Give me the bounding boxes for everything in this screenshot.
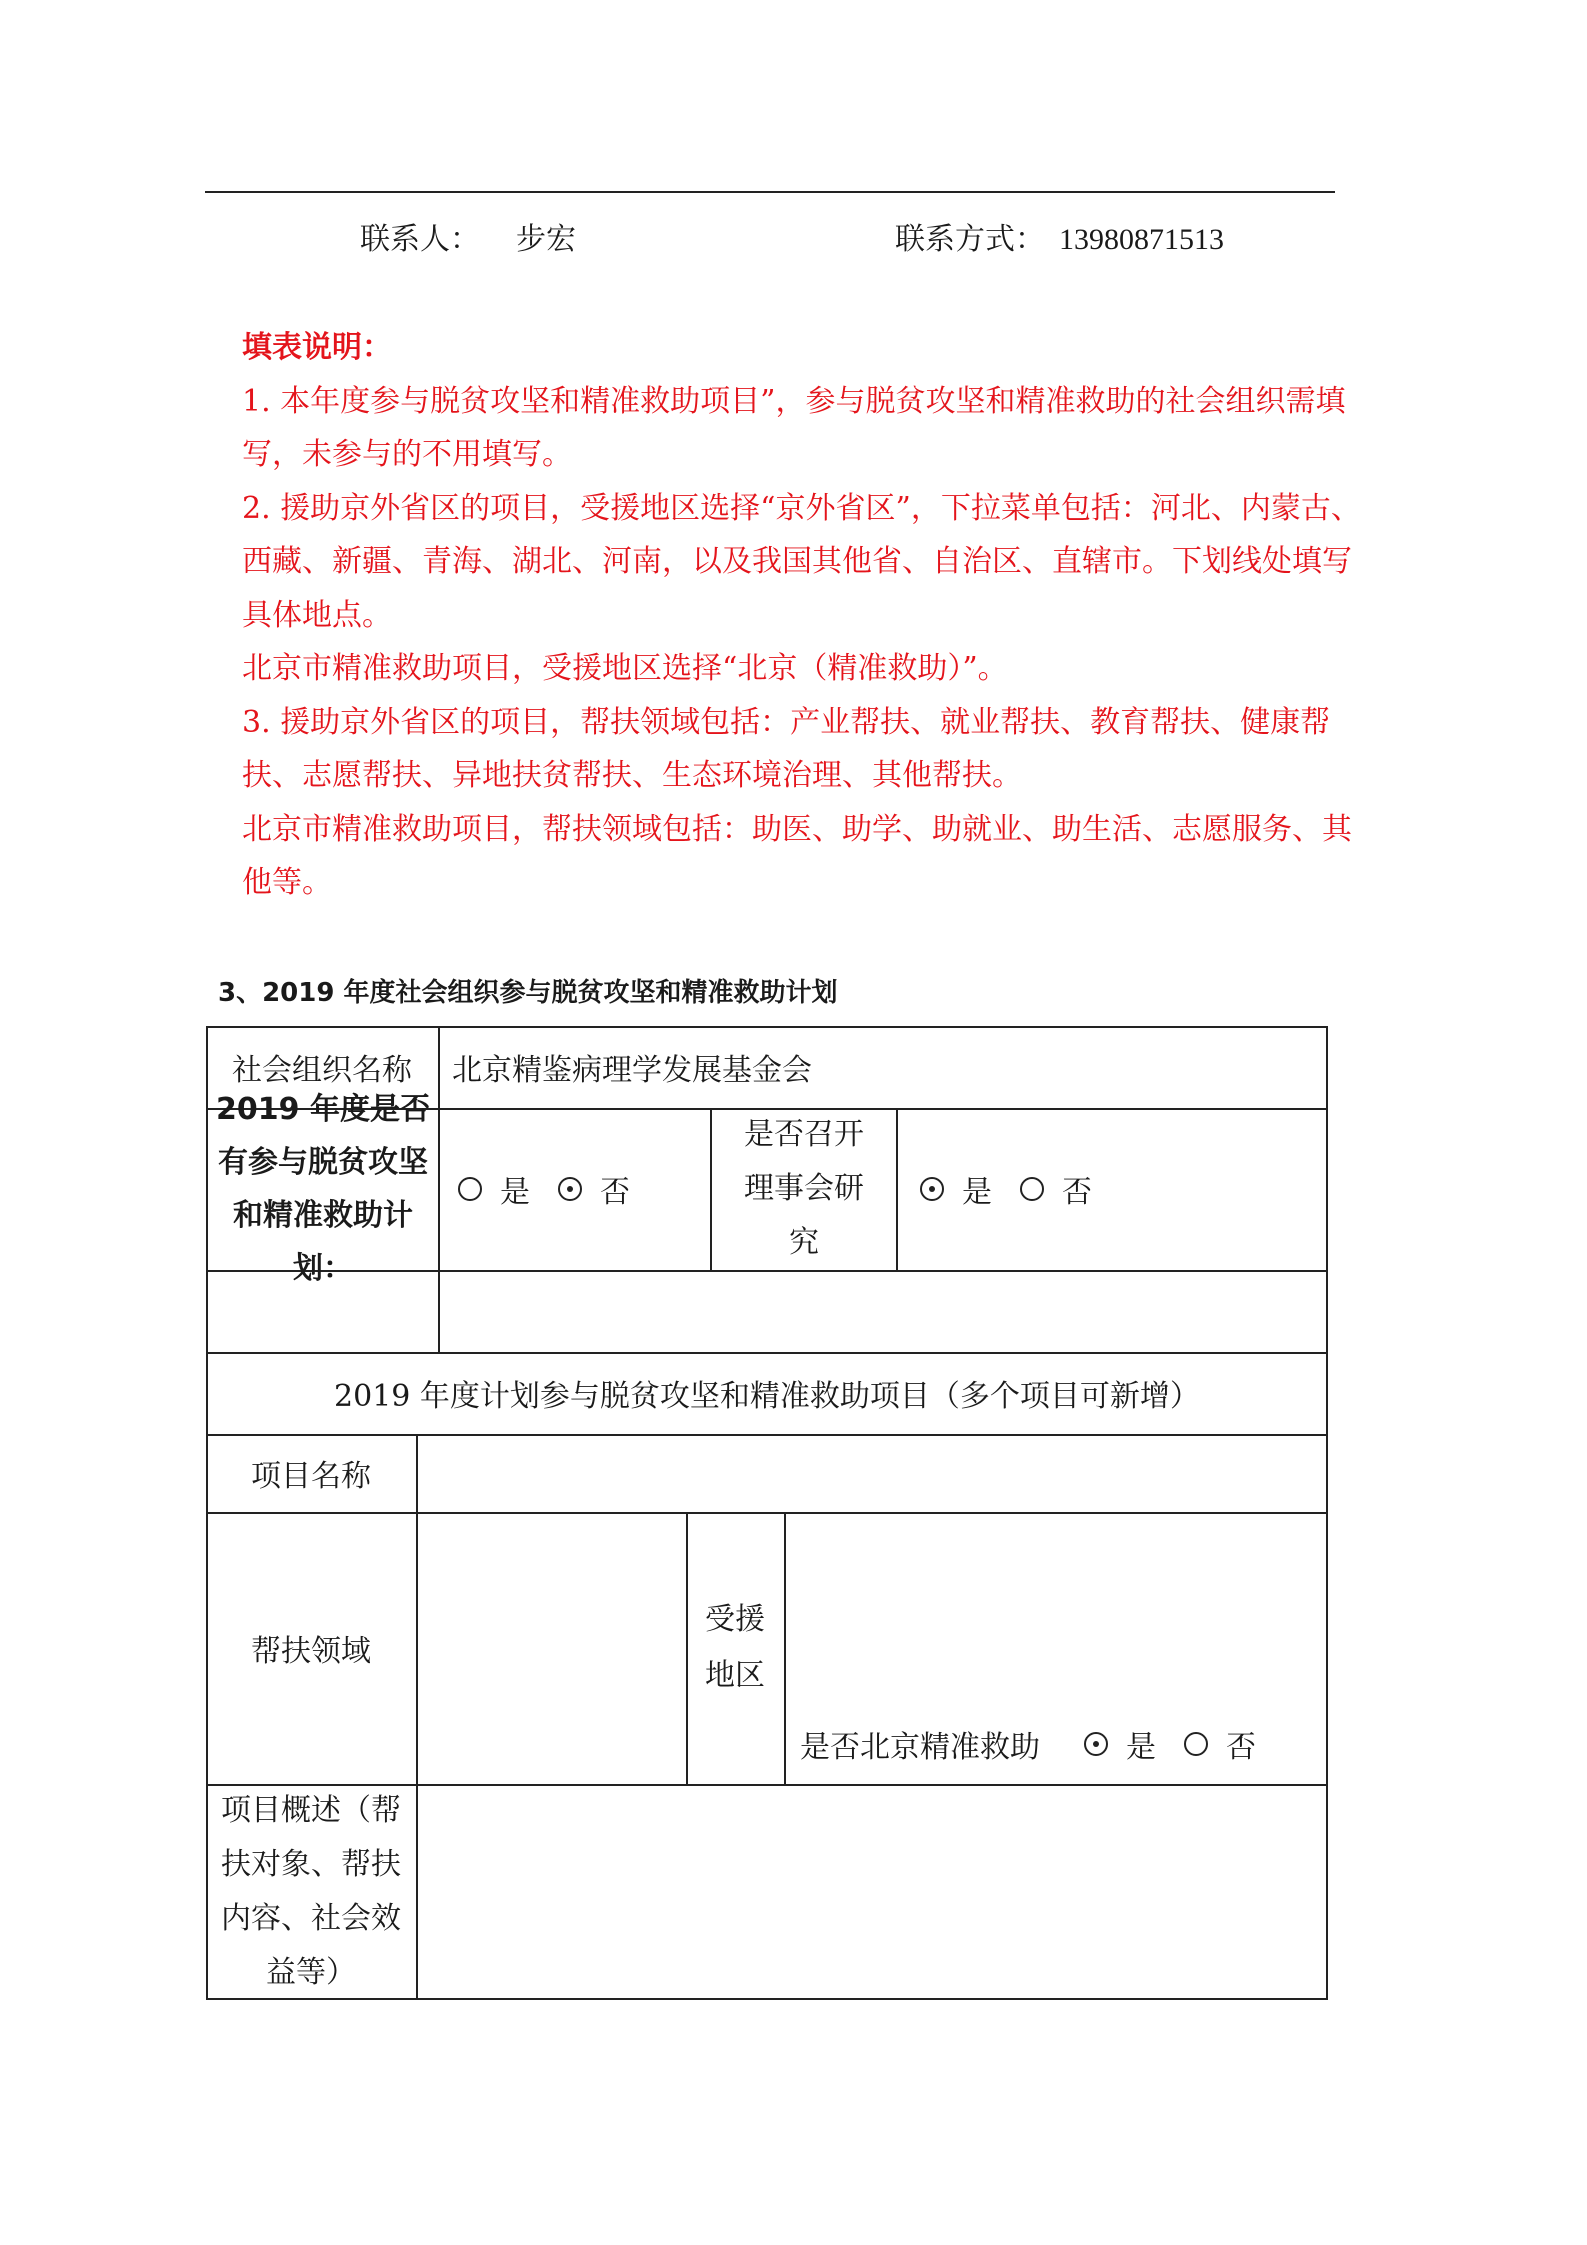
plan-form-table	[206, 1026, 1328, 2000]
column-divider	[896, 1108, 898, 1270]
radio-checked-icon[interactable]	[920, 1177, 944, 1201]
plan-radio-group	[458, 1108, 708, 1270]
column-divider	[686, 1512, 688, 1784]
aid-region-label: 受援地区	[705, 1602, 765, 1693]
beijing-option-yes[interactable]	[1084, 1722, 1156, 1766]
empty-label-cell	[206, 1270, 438, 1352]
council-question: 是否召开理事会研究	[744, 1117, 864, 1260]
plan-option-no-label: 否	[600, 1175, 630, 1210]
empty-value-cell[interactable]	[438, 1270, 1328, 1352]
instruction-line: 1. 本年度参与脱贫攻坚和精准救助项目”，参与脱贫攻坚和精准救助的社会组织需填写，未参与的不用填写。	[242, 383, 1346, 472]
header-rule	[205, 191, 1335, 193]
project-name-field[interactable]	[416, 1434, 1328, 1512]
plan-question: 2019 年度是否有参与脱贫攻坚和精准救助计划：	[216, 1092, 430, 1286]
contact-phone-label: 联系方式：	[895, 222, 1045, 257]
instruction-line: 3. 援助京外省区的项目，帮扶领域包括：产业帮扶、就业帮扶、教育帮扶、健康帮扶、志愿帮扶、异地扶贫帮扶、生态环境治理、其他帮扶。	[242, 704, 1331, 793]
radio-unchecked-icon[interactable]	[1184, 1732, 1208, 1756]
org-name-label: 社会组织名称	[232, 1053, 412, 1088]
contact-phone	[895, 214, 1224, 258]
help-area-label: 帮扶领域	[251, 1634, 371, 1669]
beijing-option-no[interactable]	[1184, 1722, 1256, 1766]
council-option-yes-label: 是	[962, 1175, 992, 1210]
beijing-question: 是否北京精准救助	[800, 1730, 1040, 1765]
instruction-line: 2. 援助京外省区的项目，受援地区选择“京外省区”，下拉菜单包括：河北、内蒙古、西藏、新疆、青海、湖北、河南，以及我国其他省、自治区、直辖市。下划线处填写具体地点。	[242, 490, 1361, 633]
projects-header: 2019 年度计划参与脱贫攻坚和精准救助项目（多个项目可新增）	[334, 1379, 1200, 1414]
fill-instructions	[242, 321, 1362, 910]
contact-phone-value: 13980871513	[1059, 223, 1224, 256]
contact-person	[360, 214, 576, 258]
section-title: 3、2019 年度社会组织参与脱贫攻坚和精准救助计划	[218, 978, 838, 1008]
instructions-heading: 填表说明：	[242, 330, 392, 365]
instruction-line: 北京市精准救助项目，帮扶领域包括：助医、助学、助就业、助生活、志愿服务、其他等。	[242, 811, 1352, 900]
council-option-no-label: 否	[1062, 1175, 1092, 1210]
radio-checked-icon[interactable]	[1084, 1732, 1108, 1756]
council-option-yes[interactable]	[920, 1167, 992, 1211]
contact-person-label: 联系人：	[360, 222, 480, 257]
plan-option-yes-label: 是	[500, 1175, 530, 1210]
contact-person-name: 步宏	[516, 222, 576, 257]
radio-checked-icon[interactable]	[558, 1177, 582, 1201]
plan-option-no[interactable]	[558, 1167, 630, 1211]
column-divider	[710, 1108, 712, 1270]
org-name-value[interactable]: 北京精鉴病理学发展基金会	[452, 1053, 812, 1088]
overview-label: 项目概述（帮扶对象、帮扶内容、社会效益等）	[221, 1793, 401, 1990]
beijing-option-yes-label: 是	[1126, 1730, 1156, 1765]
council-option-no[interactable]	[1020, 1167, 1092, 1211]
beijing-option-no-label: 否	[1226, 1730, 1256, 1765]
help-area-field[interactable]	[416, 1512, 686, 1784]
radio-unchecked-icon[interactable]	[1020, 1177, 1044, 1201]
instruction-line: 北京市精准救助项目，受援地区选择“北京（精准救助）”。	[242, 651, 1008, 686]
radio-unchecked-icon[interactable]	[458, 1177, 482, 1201]
council-radio-group	[920, 1108, 1320, 1270]
plan-option-yes[interactable]	[458, 1167, 530, 1211]
beijing-question-row	[800, 1716, 1320, 1772]
overview-field[interactable]	[416, 1784, 1328, 2000]
project-name-label: 项目名称	[251, 1459, 371, 1494]
